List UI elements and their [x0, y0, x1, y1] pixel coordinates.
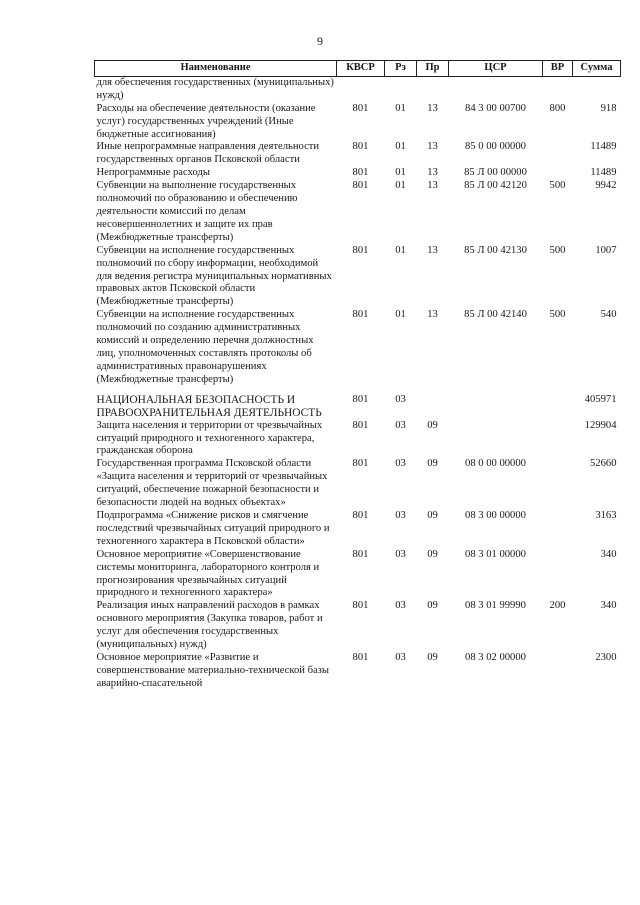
row-rz: 03 [395, 419, 406, 431]
row-kvsr: 801 [352, 419, 369, 431]
row-sum: 2300 [595, 651, 617, 663]
row-vr [543, 510, 573, 549]
row-vr [543, 387, 573, 420]
row-name: Основное мероприятие «Развитие и совершенствование материально-технической базы аварийно-спасательной [96, 651, 329, 689]
row-sum: 9942 [595, 180, 617, 192]
row-vr: 800 [549, 102, 566, 114]
row-csr: 08 3 02 00000 [465, 651, 526, 663]
row-pr: 09 [427, 510, 438, 521]
row-csr: 08 3 01 00000 [465, 548, 526, 560]
row-csr: 08 3 01 99990 [465, 600, 526, 612]
row-rz: 03 [395, 393, 406, 405]
table-row [95, 600, 621, 652]
row-csr: 08 3 00 00000 [465, 510, 526, 521]
row-sum: 3163 [595, 510, 617, 521]
row-rz: 01 [395, 102, 406, 114]
row-vr [543, 420, 573, 459]
row-pr: 09 [427, 419, 438, 431]
row-vr: 500 [549, 180, 566, 192]
row-pr [417, 387, 449, 420]
row-sum: 340 [600, 548, 617, 560]
row-kvsr: 801 [352, 393, 369, 405]
row-kvsr: 801 [352, 600, 369, 612]
table-row [95, 103, 621, 142]
row-vr [543, 141, 573, 167]
page-number: 9 [317, 34, 323, 48]
row-rz: 03 [395, 458, 406, 470]
table-row [95, 420, 621, 459]
row-rz [385, 76, 417, 102]
table-row [95, 167, 621, 180]
row-vr [543, 652, 573, 691]
row-rz: 03 [395, 510, 406, 521]
row-kvsr: 801 [352, 167, 369, 179]
table-header-row [95, 61, 621, 77]
row-kvsr: 801 [352, 244, 369, 256]
header-pr: Пр [417, 61, 449, 77]
row-pr: 13 [427, 244, 438, 256]
table-row [95, 76, 621, 102]
row-name: Иные непрограммные направления деятельности государственных органов Псковской области [96, 141, 320, 166]
row-kvsr: 801 [352, 102, 369, 114]
row-kvsr: 801 [352, 180, 369, 192]
header-vr: ВР [543, 61, 573, 77]
table-row [95, 549, 621, 601]
row-pr: 13 [427, 141, 438, 153]
row-name: Государственная программа Псковской области «Защита населения и территорий от чрезвычайных ситуаций, обеспечение пожарной безопасности и безопасности людей на водных объектах» [96, 458, 328, 509]
row-pr: 13 [427, 309, 438, 321]
row-pr: 13 [427, 180, 438, 192]
row-name: Реализация иных направлений расходов в рамках основного мероприятия (Закупка товаров, работ и услуг для обеспечения государственных (муниципальных) нужд) [96, 600, 323, 651]
table-row [95, 510, 621, 549]
row-kvsr: 801 [352, 548, 369, 560]
row-kvsr: 801 [352, 141, 369, 153]
table-row-section [95, 387, 621, 420]
row-kvsr: 801 [352, 510, 369, 521]
table-row [95, 652, 621, 691]
row-name: для обеспечения государственных (муниципальных) нужд) [96, 76, 334, 101]
row-sum: 918 [600, 102, 617, 114]
row-rz: 01 [395, 309, 406, 321]
row-vr [543, 167, 573, 180]
row-vr: 200 [549, 600, 566, 612]
row-csr: 08 0 00 00000 [465, 458, 526, 470]
row-sum: 11489 [590, 167, 617, 179]
row-rz: 01 [395, 167, 406, 179]
row-kvsr: 801 [352, 651, 369, 663]
row-vr: 500 [549, 309, 566, 321]
row-vr [543, 549, 573, 601]
row-sum: 540 [600, 309, 617, 321]
row-pr: 13 [427, 102, 438, 114]
row-vr: 500 [549, 244, 566, 256]
row-rz: 01 [395, 244, 406, 256]
row-pr: 13 [427, 167, 438, 179]
row-pr: 09 [427, 458, 438, 470]
row-sum: 340 [600, 600, 617, 612]
row-csr: 85 Л 00 42120 [464, 180, 527, 192]
table-row [95, 180, 621, 245]
row-rz: 03 [395, 651, 406, 663]
row-csr [449, 76, 543, 102]
row-rz: 01 [395, 180, 406, 192]
row-pr [417, 76, 449, 102]
budget-table [94, 60, 621, 691]
row-rz: 01 [395, 141, 406, 153]
row-sum: 405971 [584, 393, 617, 405]
header-rz: Рз [385, 61, 417, 77]
row-rz: 03 [395, 548, 406, 560]
row-csr: 85 Л 00 00000 [464, 167, 527, 179]
row-csr: 85 Л 00 42140 [464, 309, 527, 321]
header-sum: Сумма [573, 61, 621, 77]
row-name: Непрограммные расходы [96, 167, 210, 179]
row-name: Субвенции на выполнение государственных полномочий по образованию и обеспечению деятельности комиссий по делам несовершеннолетних и защите их прав (Межбюджетные трансферты) [96, 180, 298, 243]
row-name: Субвенции на исполнение государственных полномочий по созданию административных комиссий и определению перечня должностных лиц, уполномоченных составлять протоколы об административных правонарушениях (Межбюджетные трансферты) [96, 309, 314, 385]
row-vr [543, 458, 573, 510]
row-csr [449, 387, 543, 420]
row-sum: 11489 [590, 141, 617, 153]
row-pr: 09 [427, 548, 438, 560]
table-row [95, 309, 621, 386]
row-name: Подпрограмма «Снижение рисков и смягчение последствий чрезвычайных ситуаций природного и техногенного характера в Псковской области» [96, 510, 330, 547]
row-name: Субвенции на исполнение государственных полномочий по сбору информации, необходимой для ведения регистра муниципальных нормативных правовых актов Псковской области (Межбюджетные трансферты) [96, 244, 332, 308]
row-pr: 09 [427, 651, 438, 663]
row-sum: 129904 [584, 419, 617, 431]
row-pr: 09 [427, 600, 438, 612]
row-kvsr: 801 [352, 458, 369, 470]
table-row [95, 245, 621, 310]
row-kvsr [337, 76, 385, 102]
row-kvsr: 801 [352, 309, 369, 321]
row-sum [573, 76, 621, 102]
row-sum: 52660 [590, 458, 617, 470]
row-vr [543, 76, 573, 102]
header-kvsr: КВСР [337, 61, 385, 77]
table-row [95, 458, 621, 510]
row-name: Основное мероприятие «Совершенствование системы мониторинга, лабораторного контроля и прогнозирования чрезвычайных ситуаций природного и техногенного характера» [96, 548, 320, 599]
row-sum: 1007 [595, 244, 617, 256]
row-name: Расходы на обеспечение деятельности (оказание услуг) государственных учреждений (Иные бюджетные ассигнования) [96, 102, 316, 140]
table-row [95, 141, 621, 167]
header-csr: ЦСР [449, 61, 543, 77]
row-name: НАЦИОНАЛЬНАЯ БЕЗОПАСНОСТЬ И ПРАВООХРАНИТЕЛЬНАЯ ДЕЯТЕЛЬНОСТЬ [96, 393, 322, 419]
row-name: Защита населения и территории от чрезвычайных ситуаций природного и техногенного характера, гражданская оборона [96, 419, 323, 457]
row-csr [449, 420, 543, 459]
row-csr: 85 0 00 00000 [465, 141, 526, 153]
header-name: Наименование [95, 61, 337, 77]
row-csr: 85 Л 00 42130 [464, 244, 527, 256]
row-rz: 03 [395, 600, 406, 612]
row-csr: 84 3 00 00700 [465, 102, 526, 114]
